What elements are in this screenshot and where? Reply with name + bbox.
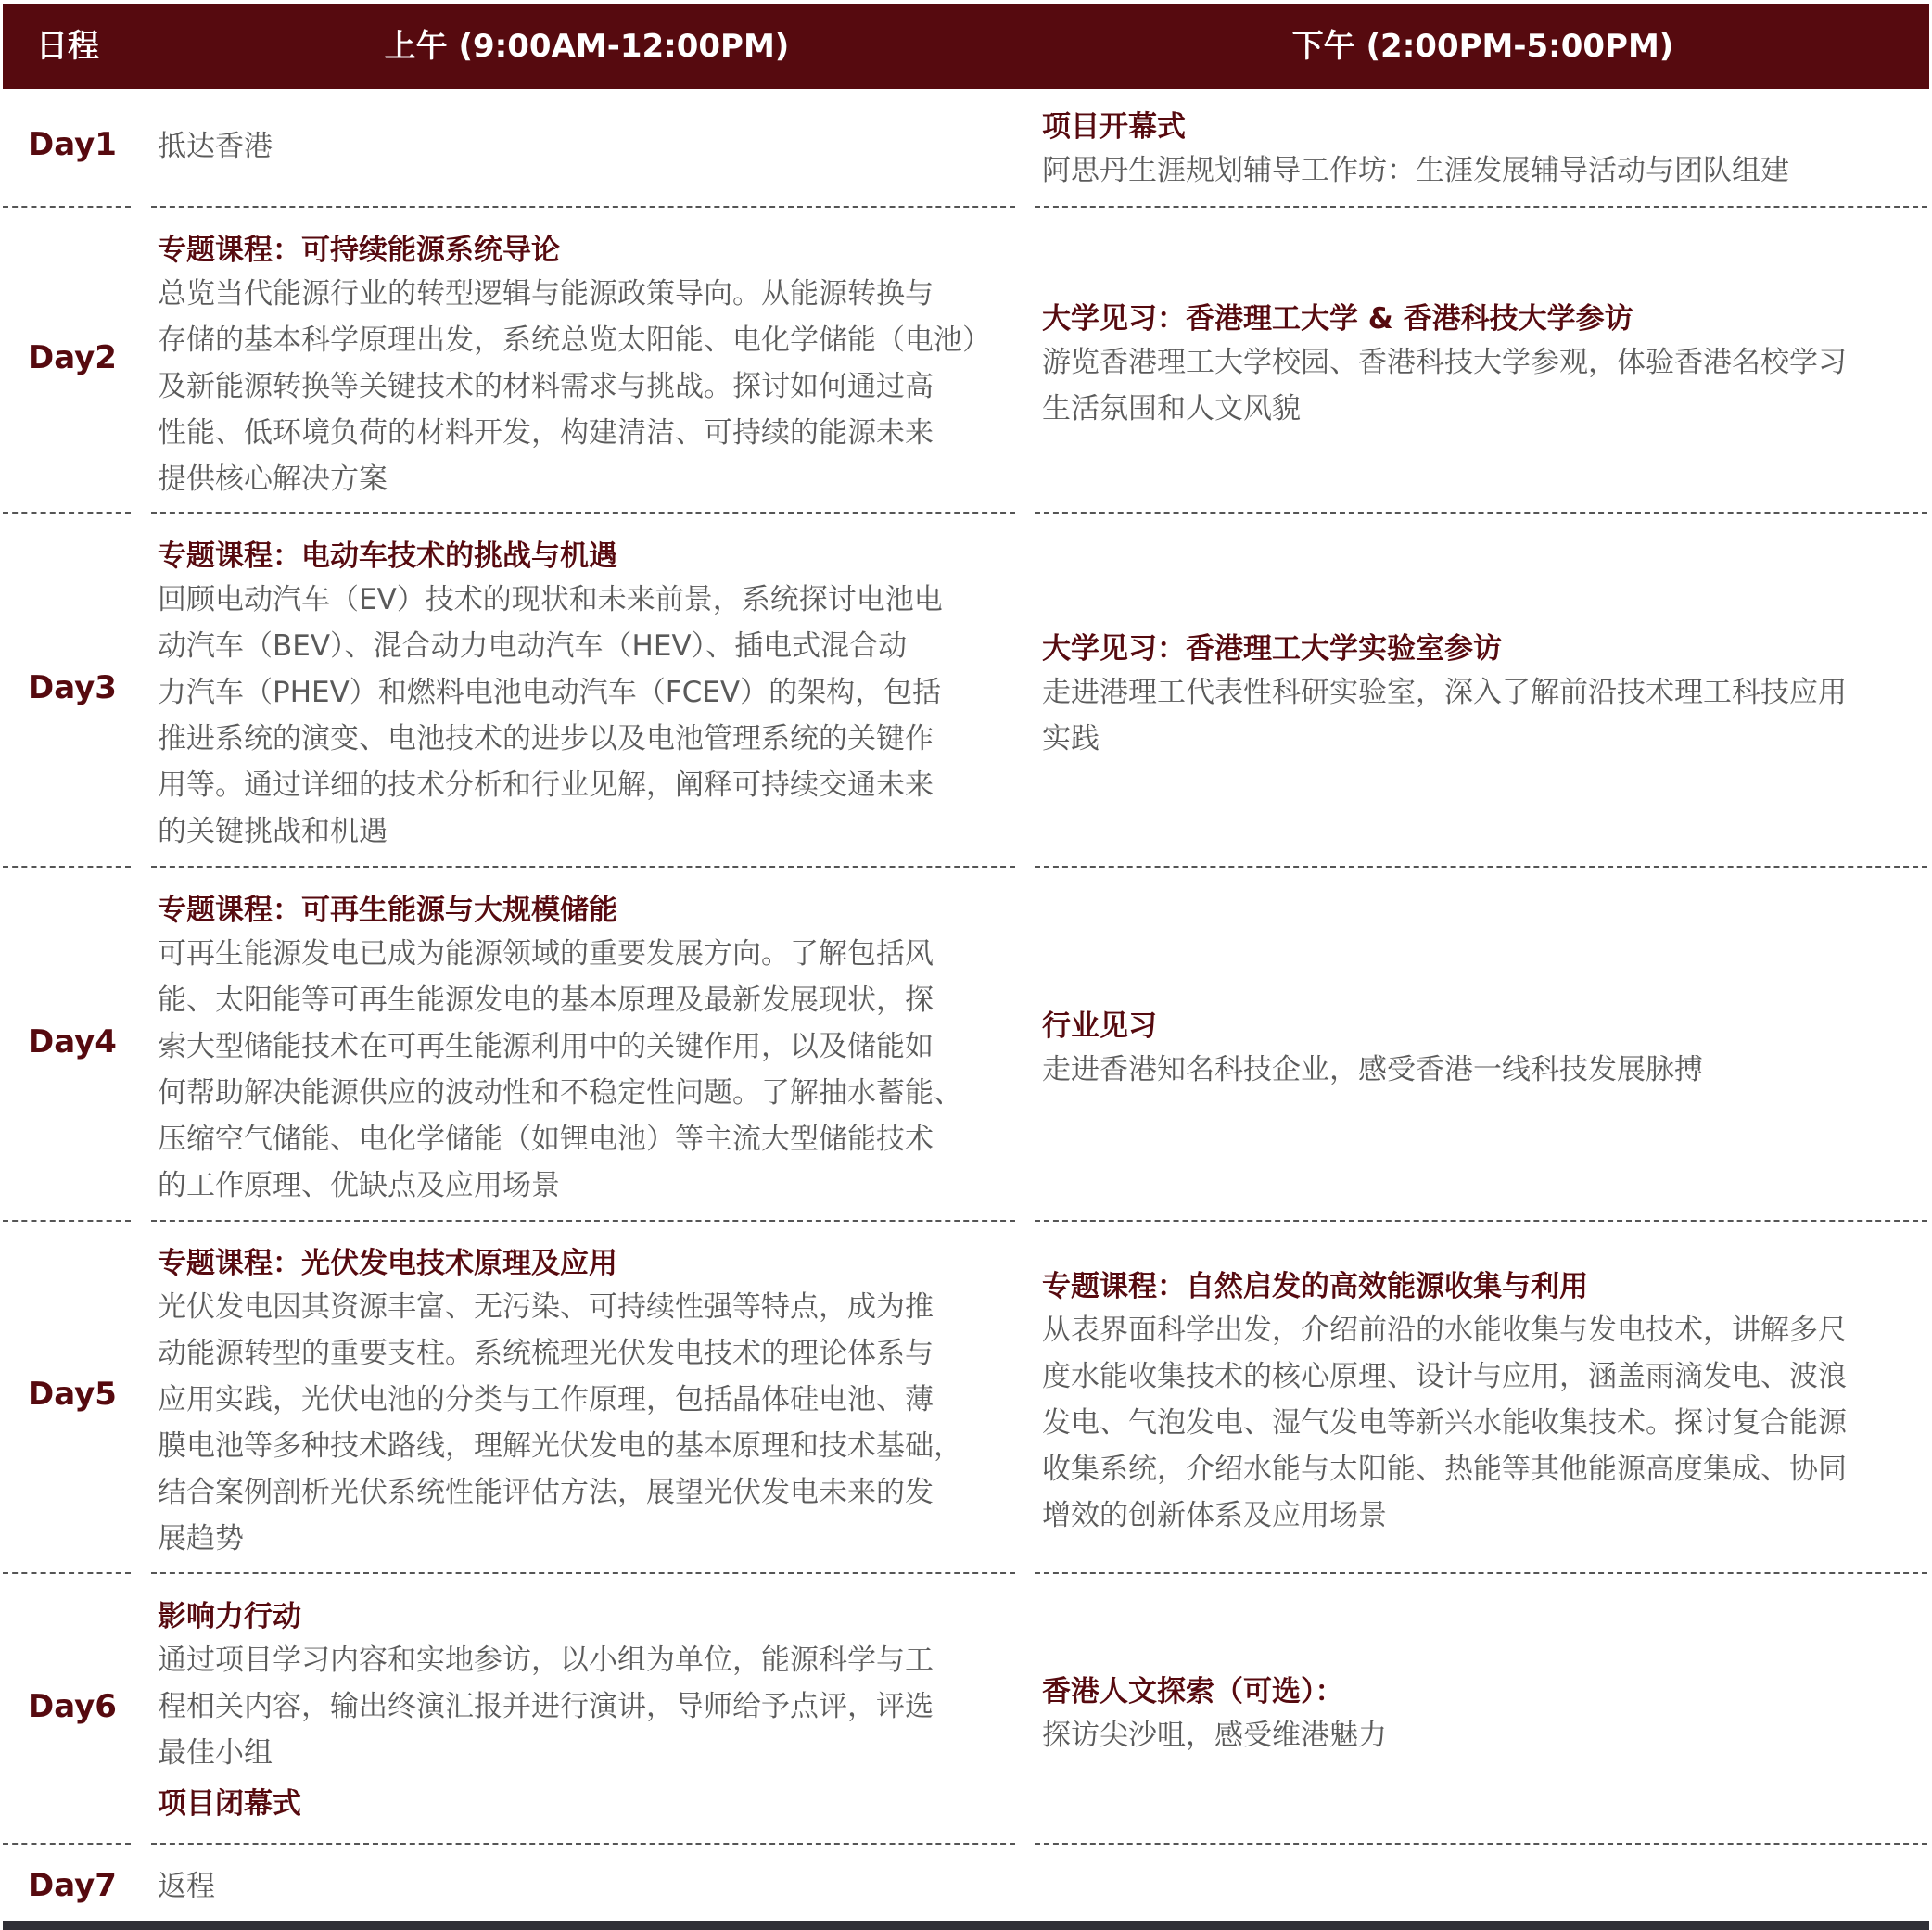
- cell-title: 专题课程：可再生能源与大规模储能: [158, 894, 617, 927]
- cell-title: 影响力行动: [158, 1600, 301, 1633]
- afternoon-cell: [1042, 1006, 1913, 1093]
- row-divider: [1035, 1220, 1927, 1222]
- day-label: Day1: [28, 126, 117, 163]
- cell-title: 香港人文探索（可选）：: [1042, 1675, 1344, 1708]
- cell-text: 展趋势: [158, 1522, 244, 1555]
- cell-text: 增效的创新体系及应用场景: [1042, 1499, 1387, 1532]
- cell-text: 压缩空气储能、电化学储能（如锂电池）等主流大型储能技术: [158, 1123, 934, 1156]
- cell-text: 返程: [158, 1870, 215, 1903]
- cell-text: 度水能收集技术的核心原理、设计与应用，涵盖雨滴发电、波浪: [1042, 1360, 1847, 1393]
- cell-title: 大学见习：香港理工大学 & 香港科技大学参访: [1042, 302, 1633, 336]
- row-divider: [151, 1220, 1015, 1222]
- day-label: Day3: [28, 669, 117, 706]
- cell-text: 光伏发电因其资源丰富、无污染、可持续性强等特点，成为推: [158, 1290, 934, 1324]
- row-divider: [1035, 866, 1927, 868]
- row-divider: [3, 206, 131, 208]
- cell-text: 收集系统，介绍水能与太阳能、热能等其他能源高度集成、协同: [1042, 1453, 1847, 1486]
- cell-text: 存储的基本科学原理出发，系统总览太阳能、电化学储能（电池）: [158, 324, 991, 357]
- cell-text: 膜电池等多种技术路线，理解光伏发电的基本原理和技术基础，: [158, 1429, 962, 1463]
- day-label: Day6: [28, 1688, 117, 1725]
- cell-title: 专题课程：光伏发电技术原理及应用: [158, 1247, 617, 1280]
- cell-text: 动能源转型的重要支柱。系统梳理光伏发电技术的理论体系与: [158, 1337, 934, 1370]
- day-label: Day7: [28, 1867, 117, 1904]
- afternoon-cell: [1042, 107, 1913, 194]
- afternoon-cell: [1042, 1266, 1913, 1539]
- cell-text: 力汽车（PHEV）和燃料电池电动汽车（FCEV）的架构，包括: [158, 676, 942, 709]
- cell-text: 通过项目学习内容和实地参访，以小组为单位，能源科学与工: [158, 1644, 934, 1677]
- morning-cell: [158, 123, 1015, 170]
- cell-text: 的关键挑战和机遇: [158, 815, 388, 848]
- cell-text: 可再生能源发电已成为能源领域的重要发展方向。了解包括风: [158, 937, 934, 971]
- cell-text: 总览当代能源行业的转型逻辑与能源政策导向。从能源转换与: [158, 277, 934, 311]
- cell-text: 程相关内容，输出终演汇报并进行演讲，导师给予点评，评选: [158, 1690, 934, 1723]
- day-label: Day4: [28, 1023, 117, 1060]
- row-divider: [151, 1843, 1015, 1845]
- cell-text: 回顾电动汽车（EV）技术的现状和未来前景，系统探讨电池电: [158, 583, 943, 616]
- cell-text: 抵达香港: [158, 130, 273, 163]
- row-divider: [1035, 206, 1927, 208]
- header-afternoon: 下午 (2:00PM-5:00PM): [1291, 28, 1674, 65]
- row-divider: [3, 1843, 131, 1845]
- cell-title: 行业见习: [1042, 1009, 1157, 1043]
- morning-cell: [158, 536, 1015, 855]
- cell-text: 走进香港知名科技企业，感受香港一线科技发展脉搏: [1042, 1053, 1703, 1086]
- closing-ceremony-title: 项目闭幕式: [158, 1787, 301, 1821]
- cell-text: 游览香港理工大学校园、香港科技大学参观，体验香港名校学习: [1042, 346, 1847, 379]
- cell-title: 专题课程：可持续能源系统导论: [158, 234, 560, 267]
- morning-cell: [158, 230, 1015, 502]
- row-divider: [3, 866, 131, 868]
- row-divider: [151, 1572, 1015, 1574]
- cell-text: 实践: [1042, 722, 1099, 755]
- cell-title: 大学见习：香港理工大学实验室参访: [1042, 632, 1502, 666]
- cell-text: 从表界面科学出发，介绍前沿的水能收集与发电技术，讲解多尺: [1042, 1314, 1847, 1347]
- cell-text: 动汽车（BEV）、混合动力电动汽车（HEV）、插电式混合动: [158, 629, 908, 663]
- cell-text: 及新能源转换等关键技术的材料需求与挑战。探讨如何通过高: [158, 370, 934, 403]
- bottom-border: [3, 1921, 1929, 1930]
- header-morning: 上午 (9:00AM-12:00PM): [384, 28, 790, 65]
- cell-text: 索大型储能技术在可再生能源利用中的关键作用，以及储能如: [158, 1030, 934, 1063]
- day-label: Day2: [28, 339, 117, 376]
- cell-text: 用等。通过详细的技术分析和行业见解，阐释可持续交通未来: [158, 768, 934, 802]
- table-header: [3, 4, 1929, 89]
- morning-cell: [158, 1243, 1015, 1562]
- cell-title: 项目开幕式: [1042, 110, 1186, 144]
- cell-text: 何帮助解决能源供应的波动性和不稳定性问题。了解抽水蓄能、: [158, 1076, 962, 1110]
- morning-cell: [158, 1596, 1015, 1824]
- cell-text: 应用实践，光伏电池的分类与工作原理，包括晶体硅电池、薄: [158, 1383, 934, 1416]
- header-day: 日程: [36, 28, 99, 65]
- cell-text: 提供核心解决方案: [158, 463, 388, 496]
- row-divider: [1035, 1843, 1927, 1845]
- row-divider: [151, 512, 1015, 514]
- cell-text: 能、太阳能等可再生能源发电的基本原理及最新发展现状，探: [158, 984, 934, 1017]
- row-divider: [151, 206, 1015, 208]
- cell-title: 专题课程：自然启发的高效能源收集与利用: [1042, 1270, 1588, 1303]
- row-divider: [3, 512, 131, 514]
- row-divider: [151, 866, 1015, 868]
- cell-text: 最佳小组: [158, 1736, 273, 1770]
- row-divider: [3, 1220, 131, 1222]
- day-label: Day5: [28, 1376, 117, 1413]
- row-divider: [1035, 512, 1927, 514]
- cell-text: 推进系统的演变、电池技术的进步以及电池管理系统的关键作: [158, 722, 934, 755]
- cell-title: 专题课程：电动车技术的挑战与机遇: [158, 540, 617, 573]
- morning-cell: [158, 890, 1015, 1209]
- cell-text: 结合案例剖析光伏系统性能评估方法，展望光伏发电未来的发: [158, 1476, 934, 1509]
- afternoon-cell: [1042, 629, 1913, 762]
- cell-text: 发电、气泡发电、湿气发电等新兴水能收集技术。探讨复合能源: [1042, 1406, 1847, 1440]
- cell-text: 生活氛围和人文风貌: [1042, 392, 1301, 425]
- row-divider: [1035, 1572, 1927, 1574]
- afternoon-cell: [1042, 298, 1913, 432]
- cell-text: 走进港理工代表性科研实验室，深入了解前沿技术理工科技应用: [1042, 676, 1847, 709]
- afternoon-cell: [1042, 1671, 1913, 1759]
- morning-cell: [158, 1863, 1015, 1910]
- cell-text: 探访尖沙咀，感受维港魅力: [1042, 1719, 1387, 1752]
- row-divider: [3, 1572, 131, 1574]
- cell-text: 阿思丹生涯规划辅导工作坊：生涯发展辅导活动与团队组建: [1042, 154, 1789, 187]
- cell-text: 性能、低环境负荷的材料开发，构建清洁、可持续的能源未来: [158, 416, 934, 450]
- cell-text: 的工作原理、优缺点及应用场景: [158, 1169, 560, 1202]
